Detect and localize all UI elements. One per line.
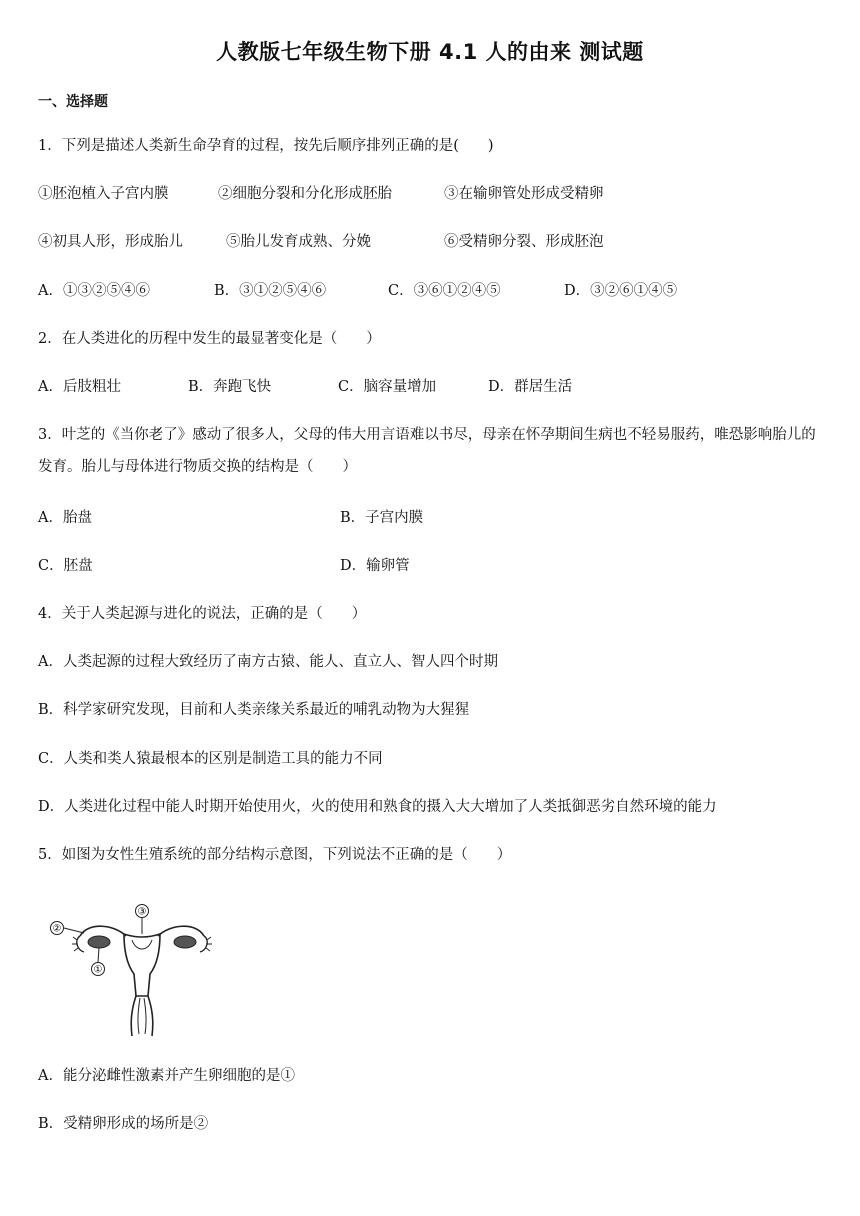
section-heading: 一、选择题 bbox=[38, 94, 108, 110]
figure-label-2 bbox=[51, 922, 64, 935]
q4-option-d: D．人类进化过程中能人时期开始使用火，火的使用和熟食的摄入大大增加了人类抵御恶劣自然环境的能力 bbox=[38, 799, 717, 815]
q4-option-c: C．人类和类人猿最根本的区别是制造工具的能力不同 bbox=[38, 751, 383, 767]
q2-option-b: B．奔跑飞快 bbox=[188, 379, 272, 395]
q5-option-b: B．受精卵形成的场所是② bbox=[38, 1116, 209, 1132]
question-4-stem: 4．关于人类起源与进化的说法，正确的是（ ） bbox=[38, 606, 367, 622]
q1-step-6: ⑥受精卵分裂、形成胚泡 bbox=[444, 234, 604, 250]
q5-option-a: A．能分泌雌性激素并产生卵细胞的是① bbox=[38, 1068, 295, 1084]
figure-label-1 bbox=[92, 963, 105, 976]
question-5-stem: 5．如图为女性生殖系统的部分结构示意图，下列说法不正确的是（ ） bbox=[38, 847, 512, 863]
q3-option-d: D．输卵管 bbox=[340, 558, 410, 574]
q1-option-b: B．③①②⑤④⑥ bbox=[214, 283, 327, 299]
q3-option-c: C．胚盘 bbox=[38, 558, 93, 574]
q1-step-3: ③在输卵管处形成受精卵 bbox=[444, 186, 604, 202]
svg-text:①: ① bbox=[93, 964, 103, 976]
question-2-stem: 2．在人类进化的历程中发生的最显著变化是（ ） bbox=[38, 331, 381, 347]
q1-step-1: ①胚泡植入子宫内膜 bbox=[38, 186, 169, 202]
figure-label-3 bbox=[136, 905, 149, 918]
female-reproductive-system-diagram bbox=[44, 896, 224, 1041]
q1-step-2: ②细胞分裂和分化形成胚胎 bbox=[218, 186, 392, 202]
q1-step-5: ⑤胎儿发育成熟、分娩 bbox=[226, 234, 371, 250]
q2-option-a: A．后肢粗壮 bbox=[38, 379, 121, 395]
q2-option-d: D．群居生活 bbox=[488, 379, 573, 395]
q3-option-b: B．子宫内膜 bbox=[340, 510, 424, 526]
page-title: 人教版七年级生物下册 4.1 人的由来 测试题 bbox=[216, 40, 644, 64]
q1-option-a: A．①③②⑤④⑥ bbox=[38, 283, 150, 299]
svg-text:③: ③ bbox=[137, 906, 147, 918]
q1-option-c: C．③⑥①②④⑤ bbox=[388, 283, 501, 299]
q3-option-a: A．胎盘 bbox=[38, 510, 92, 526]
q4-option-b: B．科学家研究发现，目前和人类亲缘关系最近的哺乳动物为大猩猩 bbox=[38, 702, 470, 718]
svg-text:②: ② bbox=[52, 923, 62, 935]
q1-step-4: ④初具人形，形成胎儿 bbox=[38, 234, 183, 250]
question-3-stem: 3．叶芝的《当你老了》感动了很多人，父母的伟大用言语难以书尽，母亲在怀孕期间生病也不轻易服药，唯恐影响胎儿的发育。胎儿与母体进行物质交换的结构是（ ） bbox=[38, 427, 816, 475]
q4-option-a: A．人类起源的过程大致经历了南方古猿、能人、直立人、智人四个时期 bbox=[38, 654, 498, 670]
q2-option-c: C．脑容量增加 bbox=[338, 379, 437, 395]
question-1-stem: 1．下列是描述人类新生命孕育的过程，按先后顺序排列正确的是( ) bbox=[38, 138, 494, 154]
q1-option-d: D．③②⑥①④⑤ bbox=[564, 283, 678, 299]
